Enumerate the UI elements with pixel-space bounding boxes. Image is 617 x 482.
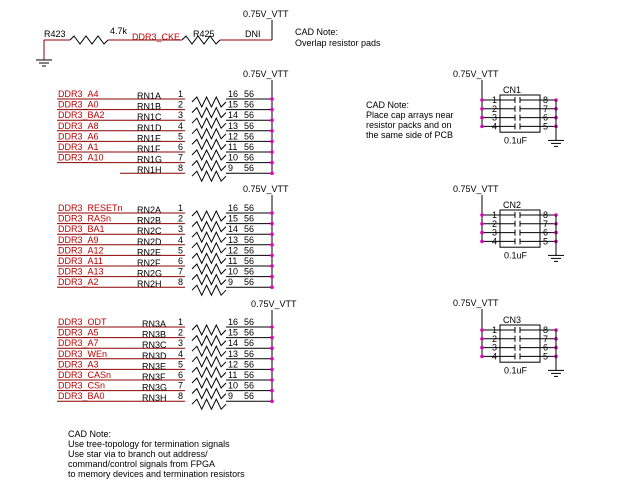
junction-dot <box>270 285 274 289</box>
resistor-value: 56 <box>244 152 255 163</box>
resistor-symbol <box>192 346 226 356</box>
resistor-symbol <box>192 171 226 181</box>
cke-termination <box>36 9 381 66</box>
resistor-ref: RN3D <box>142 350 167 361</box>
resistor-ref: RN2H <box>137 279 162 290</box>
resistor-symbol <box>192 97 226 107</box>
resistor-ref: RN3G <box>142 382 168 393</box>
resistor-value: 56 <box>244 120 255 131</box>
cap-row <box>480 351 558 361</box>
cap-left-pin: 2 <box>492 103 498 114</box>
resistor-ref: RN1B <box>137 101 162 112</box>
right-pin-number: 16 <box>228 203 239 213</box>
right-pin-number: 13 <box>228 348 239 359</box>
resistor-ref: RN2G <box>137 268 163 279</box>
vtt-label: 0.75V_VTT <box>453 184 499 194</box>
junction-dot <box>270 140 274 144</box>
right-pin-number: 11 <box>228 370 238 380</box>
cap-right-pin: 7 <box>543 333 549 344</box>
resistor-ref: RN3H <box>142 393 167 404</box>
left-pin-number: 5 <box>178 245 184 256</box>
junction-dot <box>480 240 484 244</box>
resistor-ref: RN2C <box>137 226 162 237</box>
cap-left-pin: 3 <box>492 227 498 238</box>
bottom-note-line-2: Use star via to branch out address/ <box>68 449 208 459</box>
resistor-value: 56 <box>244 99 255 110</box>
cke-net-label: DDR3_CKE <box>132 32 181 42</box>
right-pin-number: 11 <box>228 256 238 266</box>
junction-dot <box>270 97 274 101</box>
resistor-ref: RN3F <box>142 372 166 382</box>
cap-row <box>480 236 558 246</box>
vtt-label: 0.75V_VTT <box>453 69 499 79</box>
resistor-symbol <box>192 378 226 388</box>
left-pin-number: 7 <box>178 266 184 277</box>
resistor-symbol <box>192 264 226 274</box>
resistor-symbol <box>192 336 226 346</box>
cap-array-2 <box>453 184 564 261</box>
cap-left-pin: 4 <box>492 236 498 247</box>
vtt-label: 0.75V_VTT <box>243 69 289 79</box>
signal-net-label: DDR3_ODT <box>58 317 107 327</box>
bottom-note-line-1: Use tree-topology for termination signals <box>68 439 230 449</box>
left-pin-number: 2 <box>178 99 184 110</box>
signal-net-label: DDR3_A2 <box>58 277 99 288</box>
resistor-symbol <box>192 150 226 160</box>
right-pin-number: 10 <box>228 152 239 163</box>
vtt-label: 0.75V_VTT <box>243 184 289 194</box>
junction-dot <box>270 264 274 268</box>
cap-left-pin: 2 <box>492 218 498 229</box>
resistor-value: 56 <box>244 203 255 213</box>
resistor-value: 56 <box>244 256 255 266</box>
right-pin-number: 9 <box>228 391 234 402</box>
ground-symbol-top <box>36 60 52 66</box>
left-pin-number: 1 <box>178 317 184 327</box>
right-pin-number: 9 <box>228 277 234 288</box>
resistor-symbol <box>192 253 226 263</box>
signal-net-label: DDR3_A7 <box>58 338 99 349</box>
cap-ref: CN3 <box>503 315 522 325</box>
cap-left-pin: 3 <box>492 112 498 123</box>
resistor-value: 56 <box>244 317 255 327</box>
signal-net-label: DDR3_RESETn <box>58 203 123 213</box>
resistor-ref: RN1C <box>137 112 162 123</box>
signal-net-label: DDR3_A10 <box>58 152 104 163</box>
left-pin-number: 3 <box>178 224 184 235</box>
resistor-ref: RN3C <box>142 340 167 351</box>
junction-dot <box>270 357 274 361</box>
resistor-value: 56 <box>244 277 255 288</box>
resistor-symbol <box>192 161 226 171</box>
resistor-symbol <box>192 367 226 377</box>
junction-dot <box>480 231 484 235</box>
resistor-symbol <box>192 285 226 295</box>
resistor-symbol <box>192 243 226 253</box>
cap-value: 0.1uF <box>504 135 528 146</box>
resistor-symbol <box>192 211 226 221</box>
cap-right-pin: 6 <box>543 227 549 238</box>
junction-dot <box>270 275 274 279</box>
junction-dot <box>270 232 274 236</box>
cap-right-pin: 5 <box>543 236 549 247</box>
junction-dot <box>270 222 274 226</box>
left-pin-number: 6 <box>178 142 184 152</box>
right-pin-number: 14 <box>228 224 239 235</box>
junction-dot <box>480 98 484 102</box>
cap-ref: CN1 <box>503 85 522 95</box>
right-pin-number: 16 <box>228 89 239 99</box>
cap-right-pin: 5 <box>543 351 549 362</box>
signal-net-label: DDR3_A11 <box>58 256 103 266</box>
bottom-note-line-4: to memory devices and termination resistors <box>68 469 245 479</box>
right-pin-number: 10 <box>228 380 239 391</box>
signal-net-label: DDR3_A13 <box>58 266 104 277</box>
resistor-symbol <box>192 118 226 128</box>
signal-net-label: DDR3_A3 <box>58 359 99 370</box>
bottom-note-line-3: command/control signals from FPGA <box>68 459 216 469</box>
left-pin-number: 2 <box>178 213 184 224</box>
left-pin-number: 3 <box>178 110 184 121</box>
cap-ref: CN2 <box>503 200 522 210</box>
junction-dot <box>270 378 274 382</box>
resistor-value: 56 <box>244 391 255 402</box>
resistor-value: 56 <box>244 163 255 174</box>
resistor-value: 56 <box>244 359 255 370</box>
junction-dot <box>270 161 274 165</box>
right-pin-number: 15 <box>228 213 239 224</box>
cap-right-pin: 7 <box>543 218 549 229</box>
signal-net-label: DDR3_A1 <box>58 142 99 152</box>
right-pin-number: 16 <box>228 317 239 327</box>
junction-dot <box>270 150 274 154</box>
cap-note-title: CAD Note: <box>366 100 410 110</box>
cap-array-3 <box>453 298 564 376</box>
left-pin-number: 3 <box>178 338 184 349</box>
junction-dot <box>270 399 274 403</box>
junction-dot <box>270 171 274 175</box>
signal-net-label: DDR3_A4 <box>58 89 99 99</box>
resistor-value: 56 <box>244 380 255 391</box>
note-top-line: Overlap resistor pads <box>295 38 381 48</box>
cap-right-pin: 5 <box>543 121 549 132</box>
cap-left-pin: 1 <box>492 95 498 105</box>
right-pin-number: 9 <box>228 163 234 174</box>
bottom-note-title: CAD Note: <box>68 429 112 439</box>
signal-net-label: DDR3_CASn <box>58 370 112 380</box>
left-pin-number: 2 <box>178 327 184 338</box>
resistor-value: 56 <box>244 234 255 245</box>
cap-left-pin: 4 <box>492 121 498 132</box>
junction-dot <box>480 125 484 129</box>
junction-dot <box>480 355 484 359</box>
right-pin-number: 12 <box>228 131 239 142</box>
resistor-row <box>120 163 274 181</box>
resistor-value: 56 <box>244 131 255 142</box>
signal-net-label: DDR3_CSn <box>58 380 106 391</box>
right-pin-number: 11 <box>228 142 238 152</box>
resistor-row <box>57 277 274 295</box>
resistor-value: 56 <box>244 213 255 224</box>
cap-value: 0.1uF <box>504 365 528 376</box>
junction-dot <box>270 243 274 247</box>
junction-dot <box>270 346 274 350</box>
resistor-symbol <box>192 222 226 232</box>
signal-net-label: DDR3_BA0 <box>58 391 105 402</box>
resistor-row <box>57 391 274 409</box>
signal-net-label: DDR3_BA2 <box>58 110 105 121</box>
cap-right-pin: 8 <box>543 95 549 105</box>
cap-right-pin: 6 <box>543 342 549 353</box>
resistor-ref: RN2D <box>137 236 162 247</box>
cap-right-pin: 8 <box>543 210 549 220</box>
resistor-value: 56 <box>244 224 255 235</box>
junction-dot <box>480 213 484 217</box>
signal-net-label: DDR3_A5 <box>58 327 99 338</box>
resistor-symbol <box>192 232 226 242</box>
junction-dot <box>270 118 274 122</box>
signal-net-label: DDR3_A12 <box>58 245 104 256</box>
resistor-ref: RN1E <box>137 133 162 144</box>
resistor-symbol <box>192 108 226 118</box>
resistor-symbol <box>192 357 226 367</box>
junction-dot <box>480 107 484 111</box>
left-pin-number: 7 <box>178 152 184 163</box>
resistor-ref: RN3A <box>142 319 167 329</box>
cap-right-pin: 6 <box>543 112 549 123</box>
resistor-ref: RN2A <box>137 205 162 215</box>
cap-note <box>366 100 454 140</box>
resistor-value: 56 <box>244 348 255 359</box>
cap-note-line-3: the same side of PCB <box>366 130 454 140</box>
left-pin-number: 1 <box>178 89 184 99</box>
signal-net-label: DDR3_A6 <box>58 131 99 142</box>
ground-symbol <box>548 140 564 146</box>
r423-value: 4.7k <box>110 26 128 36</box>
resistor-ref: RN1F <box>137 144 161 154</box>
junction-dot <box>480 337 484 341</box>
vtt-label-top: 0.75V_VTT <box>243 9 289 19</box>
signal-net-label: DDR3_BA1 <box>58 224 105 235</box>
right-pin-number: 10 <box>228 266 239 277</box>
signal-net-label: DDR3_RASn <box>58 213 112 224</box>
resistor-value: 56 <box>244 245 255 256</box>
right-pin-number: 14 <box>228 110 239 121</box>
resistor-value: 56 <box>244 110 255 121</box>
resistor-ref: RN1H <box>137 165 162 176</box>
resistor-value: 56 <box>244 370 255 380</box>
resistor-symbol <box>192 129 226 139</box>
vtt-label: 0.75V_VTT <box>453 298 499 308</box>
right-pin-number: 12 <box>228 359 239 370</box>
ground-symbol <box>548 370 564 376</box>
resistor-symbol <box>192 139 226 149</box>
cap-left-pin: 1 <box>492 210 498 220</box>
left-pin-number: 4 <box>178 120 184 131</box>
right-pin-number: 15 <box>228 99 239 110</box>
junction-dot <box>270 389 274 393</box>
cap-left-pin: 4 <box>492 351 498 362</box>
right-pin-number: 13 <box>228 120 239 131</box>
signal-net-label: DDR3_A9 <box>58 234 99 245</box>
left-pin-number: 8 <box>178 391 184 402</box>
junction-dot <box>270 368 274 372</box>
signal-net-label: DDR3_A0 <box>58 99 99 110</box>
left-pin-number: 5 <box>178 131 184 142</box>
left-pin-number: 7 <box>178 380 184 391</box>
left-pin-number: 4 <box>178 234 184 245</box>
r425-dni: DNI <box>245 29 261 39</box>
resistor-ref: RN2F <box>137 258 161 268</box>
resistor-ref: RN2B <box>137 215 162 226</box>
signal-net-label: DDR3_A8 <box>58 120 99 131</box>
resistor-ref: RN1A <box>137 91 162 101</box>
cap-note-line-2: resistor packs and on <box>366 120 452 130</box>
resistor-array-3 <box>57 299 297 409</box>
junction-dot <box>480 328 484 332</box>
r423-ref: R423 <box>44 29 66 39</box>
signal-net-label: DDR3_WEn <box>58 348 108 359</box>
ground-symbol <box>548 255 564 261</box>
resistor-array-1 <box>57 69 289 181</box>
right-pin-number: 13 <box>228 234 239 245</box>
junction-dot <box>480 222 484 226</box>
left-pin-number: 5 <box>178 359 184 370</box>
r423-resistor-symbol <box>70 36 108 44</box>
cap-left-pin: 2 <box>492 333 498 344</box>
cap-left-pin: 1 <box>492 325 498 335</box>
junction-dot <box>270 211 274 215</box>
junction-dot <box>480 116 484 120</box>
right-pin-number: 12 <box>228 245 239 256</box>
cap-row <box>480 121 558 131</box>
resistor-symbol <box>192 399 226 409</box>
resistor-ref: RN2E <box>137 247 162 258</box>
left-pin-number: 6 <box>178 370 184 380</box>
junction-dot <box>480 346 484 350</box>
left-pin-number: 8 <box>178 163 184 174</box>
r425-ref: R425 <box>193 29 215 39</box>
junction-dot <box>270 129 274 133</box>
junction-dot <box>270 325 274 329</box>
resistor-value: 56 <box>244 266 255 277</box>
resistor-value: 56 <box>244 327 255 338</box>
cap-right-pin: 7 <box>543 103 549 114</box>
left-pin-number: 6 <box>178 256 184 266</box>
left-pin-number: 1 <box>178 203 184 213</box>
cap-note-line-1: Place cap arrays near <box>366 110 454 120</box>
right-pin-number: 14 <box>228 338 239 349</box>
resistor-value: 56 <box>244 89 255 99</box>
right-pin-number: 15 <box>228 327 239 338</box>
resistor-ref: RN3B <box>142 329 167 340</box>
resistor-symbol <box>192 389 226 399</box>
left-pin-number: 8 <box>178 277 184 288</box>
junction-dot <box>270 336 274 340</box>
resistor-symbol <box>192 275 226 285</box>
resistor-ref: RN3E <box>142 361 167 372</box>
resistor-array-2 <box>57 184 289 295</box>
resistor-value: 56 <box>244 142 255 152</box>
junction-dot <box>270 254 274 258</box>
left-pin-number: 4 <box>178 348 184 359</box>
cap-left-pin: 3 <box>492 342 498 353</box>
cap-array-1 <box>453 69 564 146</box>
cap-value: 0.1uF <box>504 250 528 261</box>
resistor-ref: RN1G <box>137 154 163 165</box>
resistor-ref: RN1D <box>137 122 162 133</box>
note-top-title: CAD Note: <box>295 27 339 37</box>
resistor-value: 56 <box>244 338 255 349</box>
resistor-symbol <box>192 325 226 335</box>
resistor-row <box>57 152 274 174</box>
bottom-note <box>68 429 245 479</box>
junction-dot <box>270 108 274 112</box>
vtt-label: 0.75V_VTT <box>251 299 297 309</box>
cap-right-pin: 8 <box>543 325 549 335</box>
